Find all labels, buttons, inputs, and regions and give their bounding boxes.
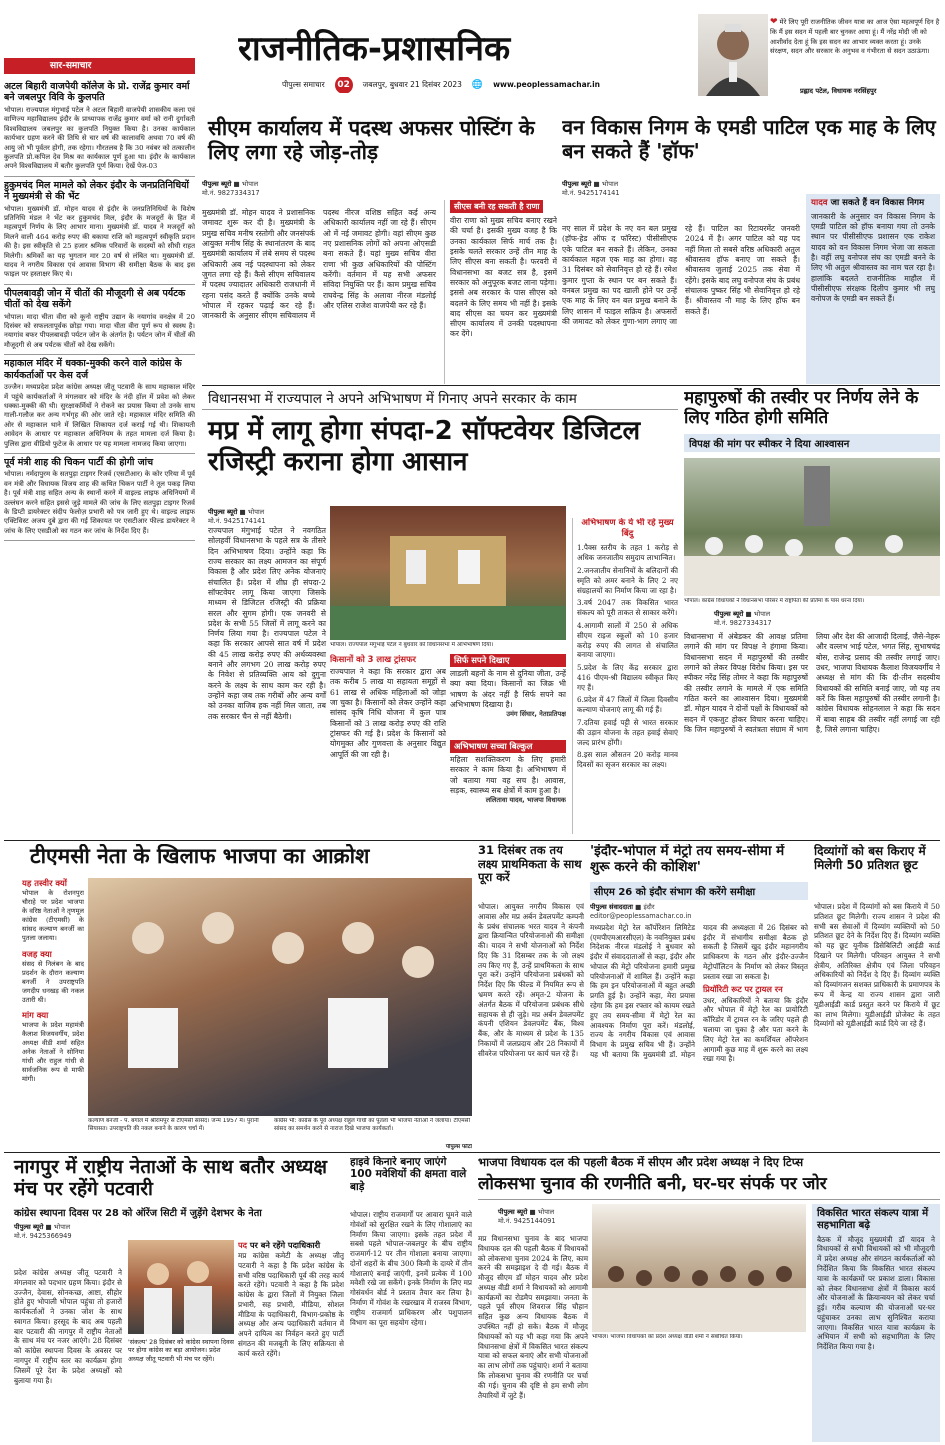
- byline-org: पीपुल्स संवाददाता: [590, 903, 634, 911]
- sidebar-item: [4, 285, 195, 356]
- byline: पीपुल्स ब्यूरो ■ भोपाल मो.नं. 9425174141: [562, 180, 620, 197]
- sidebar-item: [4, 355, 195, 454]
- headline: महापुरुषों की तस्वीर पर निर्णय लेने के लिए गठित होगी समिति: [684, 388, 919, 429]
- point-item: 1.पैक्स स्तरीय के तहत 1 करोड़ से अधिक जनजातीय समुदाय लाभान्वित।: [577, 543, 678, 563]
- deck: कांग्रेस स्थापना दिवस पर 28 को ऑरेंज सिटी में जुड़ेंगे देशभर के नेता: [14, 1208, 262, 1219]
- story-forest: [562, 116, 940, 384]
- why-body: भोपाल के रोशनपुरा चौराहे पर प्रदेश भाजपा के वरिष्ठ नेताओं ने तृणमूल कांग्रेस (टीएमसी) के सांसद कल्याण बनर्जी का पुतला जलाया।: [22, 889, 84, 942]
- sidebar-item: [4, 454, 195, 541]
- sidebar-news-brief: [4, 58, 195, 838]
- assembly-photo: [330, 506, 566, 640]
- points-head: अभिभाषण के ये भी रहे मुख्य बिंदु: [581, 518, 674, 539]
- byline: पीपुल्स ब्यूरो ■ भोपाल मो.नं. 9425366949: [14, 1223, 72, 1240]
- divider: [202, 385, 940, 386]
- byline-city: भोपाल: [601, 180, 619, 188]
- sub-head: किसानों को 3 लाख ट्रांसफर: [330, 654, 416, 664]
- headline: वन विकास निगम के एमडी पाटिल एक माह के लिए बन सकते हैं 'हॉफ': [562, 116, 936, 163]
- points-box: [572, 518, 678, 834]
- byline: पीपुल्स ब्यूरो ■ भोपाल मो.नं. 9827334317: [202, 180, 260, 197]
- assembly-icon: [330, 506, 566, 640]
- story-metro-target: [478, 844, 584, 1152]
- story-body: मध्यप्रदेश मेट्रो रेल कॉर्पोरेशन लिमिटेड (एमपीएमआरसीएल) के नवनियुक्त प्रबंध निदेशक नीरज मंडलोई ने बुधवार को इंदौर में संवाददाताओं से कहा, इंदौर और भोपाल की मेट्रो परियोजना हमारी प्रमुख परियोजनाओं में शामिल हैं। उन्होंने कहा कि हम इन परियोजनाओं में बहुत अच्छी प्रगति हुई है। उन्होंने कहा, मेरा प्रयास रहेगा कि हम इस रफ्तार को कायम रखते हुए तय समय-सीमा में मेट्रो रेल का आवश्यक निर्माण पूरा करें। मंडलोई, राज्य के नगरीय विकास एवं आवास विभाग के प्रमुख सचिव भी हैं। उन्होंने यह भी बताया कि मुख्यमंत्री डॉ. मोहन यादव की अध्यक्षता में 26 दिसंबर को इंदौर में संभागीय समीक्षा बैठक हो सकती है जिसमें खुद इंदौर महानगरीय प्राधिकरण के गठन और इंदौर-उज्जैन मेट्रोपॉलिटन के निर्माण को लेकर विस्तृत प्रस्ताव रखा जा सकता है। प्रियॉरिटी रूट पर ट्रायल रन उधर, अधिकारियों ने बताया कि इंदौर और भोपाल में मेट्रो रेल का प्रायोरिटी कॉरिडोर में ट्रायल रन के जरिए पहले ही चलाया जा चुका है और पता करने के लिए मेट्रो रेल का कमर्शियल ऑपरेशन आगामी कुछ माह में शुरू करने का लक्ष्य रखा गया है।: [590, 922, 808, 1064]
- story-body: विधानसभा में अंबेडकर की आवक्ष प्रतिमा लगाने की मांग पर विपक्ष ने हंगामा किया। विधानसभा सदन में महापुरुषों की तस्वीर लगाने को लेकर विपक्ष विरोध किया। इस पर स्पीकर नरेंद्र सिंह तोमर ने कहा कि महापुरुषों की तस्वीर लगाने के मामले में एक समिति गठित करने का आश्वासन दिया। मुख्यमंत्री डॉ. मोहन यादव ने दोनों पक्षों के विधायकों को सदन में एकजुट होकर विचार करना चाहिए। कि जिन महापुरुषों ने स्वतंत्रता संग्राम में भाग लिया और देश की आजादी दिलाई, जैसे-नेहरू और वल्लभ भाई पटेल, भगत सिंह, सुभाषचंद्र बोस, राजेन्द्र प्रसाद की तस्वीर लगाई जाए। उधर, भाजपा विधायक कैलाश विजयवर्गीय ने अध्यक्ष से मांग की कि दी-तीन सदस्यीय विधायकों की समिति बनाई जाए, जो यह तय करें कि किस महापुरुषों की तस्वीर लगानी है। कांग्रेस विधायक सोहनलाल ने कहा कि सदन में बाबा साहब की तस्वीर नहीं लगाई जा रही है, जिसे लगाना चाहिए।: [684, 632, 940, 734]
- kicker: भाजपा विधायक दल की पहली बैठक में सीएम और प्रदेश अध्यक्ष ने दिए टिप्स: [478, 1156, 804, 1169]
- page-number: 02: [335, 77, 353, 93]
- sidebar-item-head: महाकाल मंदिर में धक्का-मुक्की करने वाले कांग्रेस के कार्यकर्ताओं पर केस दर्ज: [4, 358, 182, 381]
- sub-story-dreams: [450, 654, 566, 738]
- photo-caption: भोपाल। कांग्रेस विधायकों ने विधानसभा परिसर में राष्ट्रपिता की प्रतिमा के पास धरना दिया।: [684, 598, 865, 604]
- quote-text: मेरे लिए पूरी राजनीतिक जीवन यात्रा का आज ऐसा महत्वपूर्ण दिन है कि मैं इस सदन में पहली बार चुनकर आया हूं। मैं नरेंद्र मोदी जी को आशीर्वाद देता हूं कि इस सदन का आभार व्यक्त करता हूं। उनके संरक्षण, सदन और सरकार के अनुभव व गंभीरता से सदन उठाऊंगा।: [770, 18, 940, 55]
- sidebar-item-body: भोपाल। मुख्यमंत्री डॉ. मोहन यादव से इंदौर के जनप्रतिनिधियों के विशेष प्रतिनिधि मंडल ने भेंट कर हुकुमचंद मिल, इंदौर के मजदूरों के हित में महत्वपूर्ण निर्णय के लिए आभार माना। मुख्यमंत्री डॉ. यादव ने मजदूरों को मिलने वाली 464 करोड़ रुपए की बकाया राशि को महत्वपूर्ण स्वीकृति प्रदान की है। इस स्वीकृति से 25 हजार श्रमिक परिवारों के सदस्यों को सीधी राहत मिलेगी। श्रमिकों का यह भुगतान मार 20 वर्ष से लंबित था। मुख्यमंत्री डॉ. यादव ने नगरीय विकास एवं आवास विभाग की समीक्षा बैठक के बाद इस फाइल पर हस्ताक्षर किए थे।: [4, 204, 195, 279]
- sidebar-item-body: भोपाल। मादा चीता वीरा को कूनो राष्ट्रीय उद्यान के नयागांव वनक्षेत्र में 20 दिसंबर को सफलतापूर्वक छोड़ा गया। मादा चीता वीरा पूर्ण रूप से स्वस्थ है। नयागांव बफर पीपलबावड़ी पर्यटन जोन के अंतर्गत है। पर्यटन जोन में चीतों की मौजूदगी से अब पर्यटक चीतों को देख सकेंगे।: [4, 312, 195, 349]
- divider: [4, 1152, 940, 1153]
- sidebar-item: [4, 78, 195, 177]
- deck: विपक्ष की मांग पर स्पीकर ने दिया आश्वासन: [684, 434, 940, 452]
- dateline-bar: [282, 77, 702, 93]
- dateline: जबलपुर, बुधवार 21 दिसंबर 2023: [362, 80, 462, 89]
- story-mahapurush: [684, 388, 940, 836]
- point-item: 4.आगामी सालों में 250 से अधिक सीएम राइज स्कूलों को 10 हजार करोड़ रुपए की लागत से संचालित बनाया जाएगा।: [577, 620, 678, 660]
- headline: टीएमसी नेता के खिलाफ भाजपा का आक्रोश: [30, 844, 370, 868]
- point-item: 7.दतिया हवाई पट्टी से भारत सरकार की उड़ान योजना के तहत हवाई सेवाएं जल्द प्रारंभ होंगी।: [577, 717, 678, 747]
- demand-head: मांग क्या: [22, 1010, 49, 1021]
- story-bjp: [478, 1156, 940, 1442]
- sub-attribution: ललितावा यादव, भाजपा विधायक: [485, 796, 566, 805]
- point-item: 3.वर्ष 2047 तक विकसित भारत संकल्प को पूरी ताकत से साकार करेंगे।: [577, 598, 678, 618]
- byline-org: पीपुल्स ब्यूरो: [562, 180, 592, 188]
- story-body: मुख्यमंत्री डॉ. मोहन यादव ने प्रशासनिक जमावट शुरू कर दी है। मुख्यमंत्री के प्रमुख सचिव मनीष रस्तोगी और जनसंपर्क आयुक्त मनीष सिंह के स्थानांतरण के बाद मुख्यमंत्री कार्यालय में लंबे समय से पदस्थ अधिकारी अब नई पदस्थापना को लेकर जुगत लगा रहे हैं। कैसे सीएम सचिवालय में पदस्थ ज्यादातर अधिकारी राजधानी में रहना पसंद करते हैं क्योंकि उनके बच्चे भोपाल में रहकर पढ़ाई कर रहे हैं। जानकारी के अनुसार सीएम सचिवालय में पदस्थ नीरज वशिष्ठ सहित कई अन्य अधिकारी कार्यालय नहीं जा रहे हैं। सीएम ओ में नई जमावट होगी। वहां सीएम कुछ नए प्रशासनिक लोगों को अपना ओएसडी बना सकते हैं। यहां मुख्य सचिव वीरा राणा भी कुछ अधिकारियों की पोस्टिंग करेंगी। वर्तमान में यह सभी अफसर संविदा नियुक्ति पर हैं। काम प्रमुख सचिव राघवेन्द्र सिंह के अलावा नीरज मंडलोई और एलिस राजेश वाजपेयी कर रहे हैं।: [202, 208, 436, 321]
- section-title: राजनीतिक-प्रशासनिक: [238, 29, 511, 69]
- byline-org: पीपुल्स ब्यूरो: [208, 508, 238, 516]
- sub-head: प्रियॉरिटी रूट पर ट्रायल रन: [703, 984, 783, 995]
- divider: [4, 840, 940, 841]
- sidebar-item-head: अटल बिहारी वाजपेयी कॉलेज के प्रो. राजेंद्र कुमार वर्मा बने जबलपुर विवि के कुलपति: [4, 81, 190, 104]
- point-item: 2.जनजातीय सेनानियों के बलिदानों की स्मृति को अमर बनाने के लिए 2 नए संग्रहालयों का निर्माण किया जा रहा है।: [577, 566, 678, 595]
- story-body: नए साल में प्रदेश के नए वन बल प्रमुख (हॉफ-हेड ऑफ द फॉरेस्ट) पीसीसीएफ एके पाटिल बन सकते हैं। लेकिन, उनका कार्यकाल महज एक माह का होगा। वह 31 दिसंबर को सेवानिवृत्त हो रहे हैं। रमेश कुमार गुप्ता के स्थान पर बन सकते हैं। वनबल प्रमुख का पद खाली होने पर उन्हें एक माह के लिए वन बल प्रमुख बनाने के लिए शासन में फाइल सक्रिय है। अफसरों की जमावट को लेकर गुणा-भाग लगाए जा रहे हैं। पाटिल का रिटायरमेंट जनवरी 2024 में है। अगर पाटिल को यह पद नहीं मिला तो सबसे वरिष्ठ अधिकारी अतुल श्रीवास्तव हॉफ बनाए जा सकते हैं। श्रीवास्तव जुलाई 2025 तक सेवा में रहेंगे। इसके बाद लघु वनोपज संघ के प्रबंध संचालक पुष्कर सिंह भी सेवानिवृत्त हो रहे हैं। श्रीवास्तव नौ माह के लिए हॉफ बन सकते हैं।: [562, 224, 800, 326]
- headline: सीएम कार्यालय में पदस्थ अफसर पोस्टिंग के लिए लगा रहे जोड़-तोड़: [208, 116, 535, 165]
- sub-head: विकसित भारत संकल्प यात्रा में सहभागिता बढ़े: [817, 1208, 929, 1231]
- sub-head: सिर्फ सपने दिखाए: [450, 654, 566, 667]
- side-box-head: सीएस बनी रह सकती है राणा: [450, 200, 557, 213]
- sub-body: मप्र कांग्रेस कमेटी के अध्यक्ष जीतू पटवारी ने कहा है कि प्रदेश कांग्रेस के सभी वरिष्ठ पदाधिकारी पूर्व की तरह कार्य करते रहेंगे। पटवारी ने कहा है कि प्रदेश कांग्रेस के द्वारा जिलों में नियुक्त जिला प्रभारी, सह प्रभारी, मीडिया, सोशल मीडिया के पदाधिकारी, विभाग-प्रकोष्ठ के अध्यक्ष और अन्य पदाधिकारी वर्तमान में अपने दायित्व का निर्वहन करते हुए पार्टी संगठन की मजबूती के लिए सक्रियता से कार्य करते रहेंगे।: [238, 1251, 344, 1358]
- sidebar-list: [4, 74, 195, 541]
- headline: नागपुर में राष्ट्रीय नेताओं के साथ बतौर अध्यक्ष मंच पर रहेंगे पटवारी: [14, 1156, 328, 1201]
- story-sampada: [202, 388, 678, 836]
- sub-body: लाडली बहनों के नाम से दुनिया जीता, उन्हें क्या क्या दिया। किसानों का जिक्र भी भाषण के अंदर नहीं है सिर्फ सपने का अभिभाषण दिखाया है।: [450, 669, 566, 709]
- globe-icon: 🌐: [471, 80, 484, 90]
- sidebar-item-head: पीपलबावड़ी जोन में चीतों की मौजूदगी से अब पर्यटक चीतों को देख सकेंगे: [4, 287, 186, 311]
- story-cmo: [202, 116, 557, 384]
- why-head: यह तस्वीर क्यों: [22, 878, 67, 888]
- byline-city: भोपाल: [537, 1208, 555, 1216]
- story-divyang: [814, 844, 940, 1152]
- caption-left: कल्याण बनर्जी - प. बंगाल में श्रीरामपुर से टीएमसी सांसद। जन्म 1957 में। पुरानी सियासत। उपराष्ट्रपति की नकल बनाने के कारण चर्चा में।: [88, 1118, 259, 1132]
- byline-city: भोपाल: [753, 610, 771, 618]
- reason-head: वजह क्या: [22, 948, 52, 959]
- protest-photo: [684, 458, 940, 596]
- photo-caption: भोपाल। राज्यपाल मंगुभाई पटेल ने बुधवार को विधानसभा में अभिभाषण दिया।: [330, 642, 494, 648]
- crowd-icon: [88, 878, 472, 1116]
- story-body: भोपाल। राष्ट्रीय राजमार्गों पर आवारा घूमने वाले गोवंशों को सुरक्षित रखने के लिए गोशालाएं का निर्माण किया जाएगा। इसके तहत प्रदेश में सबसे पहले भोपाल-जबलपुर के बीच राष्ट्रीय राजमार्ग-12 पर तीन गोशाला बनाया जाएगा। दोनों शहरों के बीच 300 किमी के दायरे में तीन गोशालाएं बनाई जाएंगी, इनमें प्रत्येक में 100 मवेशी रखे जा सकेंगे। इनके निर्माण के लिए मप्र गोसंवर्धन बोर्ड ने प्रस्ताव तैयार कर लिया है। निर्माण में गोवंश के रखरखाव में राजस्व विभाग, राष्ट्रीय राजमार्ग प्राधिकरण और पशुपालन विभाग का पूरा सहयोग रहेगा।: [350, 1210, 472, 1327]
- story-body: भोपाल। प्रदेश में दिव्यांगों को बस किराये में 50 प्रतिशत छूट मिलेगी। राज्य शासन ने प्रदेश की सभी बस सेवाओं में दिव्यांग व्यक्तियों को 50 प्रतिशत छूट देने के निर्देश दिए हैं। दिव्यांग व्यक्ति को यह छूट यूनीक डिसेबिलिटी आईडी कार्ड दिखाने पर मिलेगी। परिवहन आयुक्त ने सभी क्षेत्रीय, अतिरिक्त क्षेत्रीय एवं जिला परिवहन अधिकारियों को निर्देश दे दिए हैं। दिव्यांग व्यक्ति को दिव्यांगजन सशक्त प्राधिकारी के प्रमाणपत्र के रूप में केन्द्र या राज्य शासन द्वारा जारी यूडीआईडी कार्ड प्रस्तुत करने पर किराये में छूट का लाभ मिलेगा। यूडीआईडी प्रोजेक्ट के तहत दिव्यांगों को यूडीआईडी कार्ड दिये जा रहे हैं।: [814, 902, 940, 1029]
- byline-phone: मो.नं. 9425144091: [498, 1216, 556, 1225]
- explainer: [22, 878, 84, 1152]
- person-icon: [128, 1240, 234, 1334]
- byline-org: पीपुल्स ब्यूरो: [714, 610, 744, 618]
- byline-phone: मो.नं. 9425174141: [208, 516, 266, 525]
- byline: पीपुल्स संवाददाता ■ इंदौर editor@peoplessamachar.co.in: [590, 903, 692, 920]
- story-body-continued: [592, 1346, 806, 1442]
- sub-body: महिला सशक्तिकरण के लिए हमारी सरकार ने काम किया है। अभिभाषण में जो बताया गया वह सच है। आवास, सड़क, स्वास्थ्य सब क्षेत्रों में काम हुआ है।: [450, 755, 566, 795]
- photo-caption: 'संकल्प' 28 दिसंबर को कांग्रेस स्थापना दिवस पर होगा कांग्रेस का बड़ा आयोजन। प्रदेश अध्यक्ष जीतू पटवारी भी मंच पर रहेंगे।: [128, 1338, 234, 1363]
- kicker: विधानसभा में राज्यपाल ने अपने अभिभाषण में गिनाए अपने सरकार के काम: [202, 388, 678, 410]
- point-item: 5.प्रदेश के लिए केंद्र सरकार द्वारा 416 पीएम-श्री विद्यालय स्वीकृत किए गए हैं।: [577, 663, 678, 692]
- quote-mark-icon: ❤: [770, 17, 778, 27]
- story-body: प्रदेश कांग्रेस अध्यक्ष जीतू पटवारी ने मंगलवार को पदभार ग्रहण किया। इंदौर से उज्जैन, देवास, सोनकच्छ, आष्टा, सीहोर होते हुए भोपाली भोपाल पहुंचा तो हजारों कार्यकर्ताओं ने उनका जोश के साथ स्वागत किया। हरसूद के बाद अब पहली बार पटवारी की नागपुर में राष्ट्रीय नेताओं के साथ मंच पर नजर आएंगे। 28 दिसंबर को कांग्रेस स्थापना दिवस के अवसर पर नागपुर में राष्ट्रीय स्तर का कार्यक्रम होगा जिसमें पूरे देश के प्रदेश अध्यक्षों को बुलाया गया है।: [14, 1268, 122, 1385]
- sub-attribution: उमंग सिंघार, नेताप्रतिपक्ष: [506, 710, 566, 719]
- side-box-body: वीरा राणा को मुख्य सचिव बनाए रखने की चर्चा है। इसकी मुख्य वजह है कि उनका कार्यकाल सिर्फ मार्च तक है। इसके चलते सरकार उन्हें तीन माह के लिए सीएस बना सकती है। फरवरी में विधानसभा का बजट सत्र है, इसमें सरकार को अनुपूरक बजट लाना पड़ेगा। इससे अब सरकार के पास सीएस को बदलने के लिए समय भी नहीं है। इसके बाद सीएस का चयन कर मुख्यमंत्री सीएम कार्यालय में उनकी पदस्थापना कर देंगे।: [450, 216, 557, 339]
- byline: पीपुल्स ब्यूरो ■ भोपाल मो.नं. 9425174141: [208, 508, 266, 525]
- sidebar-item-body: भोपाल। राज्यपाल मंगुभाई पटेल ने अटल बिहारी वाजपेयी शासकीय कला एवं वाणिज्य महाविद्यालय इंदौर के प्राध्यापक राजेंद्र कुमार वर्मा को रानी दुर्गावती विश्वविद्यालय जबलपुर का कुलपति नियुक्त किया है। उनका कार्यकाल कार्यभार ग्रहण करने की तिथि से चार वर्ष की कालावधि अथवा 70 वर्ष की आयु जो भी पूर्वतर होगी, तक रहेगा। गौरतलब है कि 30 नवंबर को तत्कालीन कुलपति प्रो.कपिल देव मिश्र का कार्यकाल पूर्ण हुआ था। इंदौर के कार्यकाल अपने विश्वविद्यालय में बतौर कुलपति पूर्ण किया। देखें पेज-03: [4, 105, 195, 171]
- deck: सीएम 26 को इंदौर संभाग की करेंगे समीक्षा: [590, 882, 808, 900]
- protest-effigy-photo: [88, 878, 472, 1116]
- byline-phone: मो.नं. 9827334317: [202, 188, 260, 197]
- sub-body: राज्यपाल ने कहा कि सरकार द्वारा अब तक करीब 5 लाख या सहायता समूहों से 61 लाख से अधिक महिलाओं को जोड़ा जा चुका है। किसानों को लेकर उन्होंने कहा सांसद कृषि निधि योजना में कुल पात्र किसानों को 3 लाख करोड़ रुपए की राशि ट्रांसफर की गई है। प्रदेश के किसानों को योगमुक्त और गुणवत्ता के अनुसार विद्युत आपूर्ति की जा रही है।: [330, 667, 446, 759]
- story-body: राज्यपाल मंगुभाई पटेल ने नवगठित सोलहवीं विधानसभा के पहले सत्र के तीसरे दिन अभिभाषण दिया। उन्होंने कहा कि राज्य सरकार का लक्ष्य आमजन का संपूर्ण विकास है और प्रदेश लिए अनेक योजनाएं संचालित हैं। प्रदेश में शीघ्र ही संपदा-2 सॉफ्टवेयर लागू किया जाएगा जिसके माध्यम से डिजिटल रजिस्ट्री की प्रक्रिया सरल और सुगम होगी। एक जनवरी से प्रदेश के सभी 55 जिलों में लागू करने का निर्णय लिया गया है। राज्यपाल पटेल ने कहा कि सरकार आपसे सात वर्ष में प्रदेश की 45 लाख करोड़ रुपए की अर्थव्यवस्था बनाने और लगभग 20 लाख करोड़ रुपए के निवेश से प्रतिव्यक्ति आय को दुगुना करने के लक्ष्य के साथ काम कर रही है। उन्होंने कहा जब तक गरीबों और अन्य वर्गों को उनका वाजिब हक नहीं मिल जाता, तब तक सरकार चैन से नहीं बैठेगी।: [208, 526, 326, 721]
- sub-story-sankalp: [812, 1204, 940, 1442]
- reason-body: संसद से निलंबन के बाद प्रदर्शन के दौरान कल्याण बनर्जी ने उपराष्ट्रपति जगदीप धनखड़ की नकल उतारी थी।: [22, 959, 84, 1004]
- headline: लोकसभा चुनाव की रणनीति बनी, घर-घर संपर्क पर जोर: [478, 1174, 940, 1200]
- demand-body: भाजपा के प्रदेश महामंत्री कैलाश विजयवर्गीय, प्रदेश अध्यक्ष वीडी शर्मा सहित अनेक नेताओं ने सोनिया गांधी और राहुल गांधी से सार्वजनिक रूप से माफी मांगी।: [22, 1021, 84, 1084]
- byline-city: भोपाल: [247, 508, 265, 516]
- side-box: [806, 194, 940, 384]
- sidebar-item-body: उज्जैन। मध्यप्रदेश प्रदेश कांग्रेस अध्यक्ष जीतू पटवारी के साथ महाकाल मंदिर में पहुंचे कार्यकर्ताओं ने मंगलवार को मंदिर के नंदी हॉल में प्रवेश को लेकर धक्का-मुक्की की थी। सुरक्षाकर्मियों ने रोकने का प्रयास किया तो उनके साथ गाली-गलौज कर अन्य गर्भगृह की ओर जाते रहे। महाकाल मंदिर समिति की ओर से महाकाल थाने में लिखित शिकायत दर्ज कराई गई थी। शिकायती आवेदन के आधार पर महाकाल अधिनियम के तहत मामला दर्ज किया है। पुलिस द्वारा वीडियो फुटेज के आधार पर यह मामला नामजद किया जाएगा।: [4, 383, 195, 448]
- sidebar-item-body: भोपाल। नर्मदापुरम के सतपुड़ा टाइगर रिजर्व (एसटीआर) के कोर एरिया में पूर्व वन मंत्री और विधायक विजय शाह की कथित चिकन पार्टी ने तूल पकड़ लिया है। पूर्व मंत्री शाह सहित अन्य के स्थानों करने में वाइल्ड लाइफ अधिनियमों में उल्लंघन करने सहित इससे जुड़े मामले की जांच के लिए सतपुड़ा टाइगर रिजर्व के डिप्टी डायरेक्टर संदीप फेलोज़ प्रभारी को पत्र जारी हुए थे। वाइल्ड लाइफ एक्टिविस्ट अजय दुबे द्वारा की गई शिकायत पर एसटीआर फील्ड डायरेक्टर ने जांच के लिए एसडीओ का गठन कर जांच के निर्देश दिए हैं।: [4, 470, 195, 535]
- byline-city: भोपाल: [53, 1223, 71, 1231]
- headline: 'इंदौर-भोपाल में मेट्रो तय समय-सीमा में शुरू करने की कोशिश': [590, 844, 785, 875]
- meeting-icon: [592, 1204, 806, 1332]
- headline: हाइवे किनारे बनाए जाएंगे 100 मवेशियों की क्षमता वाले बाड़े: [350, 1156, 467, 1193]
- byline: पीपुल्स ब्यूरो ■ भोपाल मो.नं. 9827334317: [714, 610, 772, 627]
- website-link[interactable]: www.peoplessamachar.in: [493, 80, 601, 89]
- byline-city: इंदौर: [643, 903, 655, 911]
- leader-photo: [128, 1240, 234, 1334]
- person-icon: [698, 14, 768, 96]
- byline-org: पीपुल्स ब्यूरो: [498, 1208, 528, 1216]
- meeting-photo: [592, 1204, 806, 1332]
- byline-email[interactable]: editor@peoplessamachar.co.in: [590, 911, 692, 920]
- crowd-icon: [684, 458, 940, 596]
- sub-body: उधर, अधिकारियों ने बताया कि इंदौर और भोपाल में मेट्रो रेल का प्रायोरिटी कॉरिडोर में ट्रायल रन के जरिए पहले ही चलाया जा चुका है और पता करने के लिए मेट्रो रेल का कमर्शियल ऑपरेशन आगामी कुछ माह में शुरू करने का लक्ष्य रखा गया है।: [703, 995, 808, 1064]
- sidebar-item-head: पूर्व मंत्री शाह की चिकन पार्टी की होगी जांच: [4, 456, 154, 468]
- headline: दिव्यांगों को बस किराए में मिलेगी 50 प्रतिशत छूट: [814, 844, 926, 873]
- byline-org: पीपुल्स ब्यूरो: [14, 1223, 44, 1231]
- point-item: 8.इस साल औसतन 20 करोड़ मानव दिवसों का सृजन सरकार का लक्ष्य।: [577, 750, 678, 770]
- byline-city: भोपाल: [241, 180, 259, 188]
- side-box-head: यादव जा सकते हैं वन विकास निगम: [811, 198, 925, 208]
- point-item: 6.प्रदेश में 47 जिलों में जिला दिवसीय कल्याण योजनाएं लागू की गई हैं।: [577, 695, 678, 715]
- quote-box: [770, 16, 940, 96]
- paper-name: पीपुल्स समाचार: [282, 80, 325, 89]
- side-box: [444, 200, 557, 384]
- sub-story: [238, 1240, 344, 1442]
- byline-org: पीपुल्स ब्यूरो: [202, 180, 232, 188]
- byline-phone: मो.नं. 9827334317: [714, 618, 772, 627]
- sub-story-true: [450, 740, 566, 834]
- sub-story-farmers: [330, 654, 446, 834]
- byline: पीपुल्स ब्यूरो ■ भोपाल मो.नं. 9425144091: [498, 1208, 556, 1225]
- sidebar-label: सार-समाचार: [4, 58, 195, 74]
- story-highway: [350, 1156, 472, 1442]
- photo-caption: भोपाल। भाजपा विधायकों को प्रदेश अध्यक्ष वीडी शर्मा ने संबोधित किया।: [592, 1334, 743, 1340]
- points-list: [577, 543, 678, 769]
- sub-head: पद पर बने रहेंगे पदाधिकारी: [238, 1240, 321, 1250]
- story-body: मप्र विधानसभा चुनाव के बाद भाजपा विधायक दल की पहली बैठक में विधायकों को लोकसभा चुनाव 2024 के लिए, काम करने की समझाइश दे दी गई। बैठक में मौजूद सीएम डॉ मोहन यादव और प्रदेश अध्यक्ष वीडी शर्मा ने विधायकों को आगामी कार्यक्रमों का रोडमैप समझाया। जनता के पहले पूर्व सीएम शिवराज सिंह चौहान सहित कुछ अन्य विधायक बैठक में उपस्थित नहीं हो सके। बैठक में मौजूद विधायकों को यह भी कहा गया कि अपने विधानसभा क्षेत्रों में विकसित भारत संकल्प यात्रा को सफल बनाएं और सभी योजनाओं का लाभ लोगों तक पहुंचाएं। शर्मा ने बताया कि लोकसभा चुनाव की रणनीति पर चर्चा की गई। चुनाव की दृष्टि से हम सभी लोग तैयारियों में जुटे हैं।: [478, 1234, 588, 1400]
- story-metro-indore: [590, 844, 808, 1152]
- sidebar-item-head: हुकुमचंद मिल मामले को लेकर इंदौर के जनप्रतिनिधियों ने मुख्यमंत्री से की भेंट: [4, 179, 189, 203]
- photo-credit: पीपुल्स फोटो: [445, 1144, 472, 1150]
- sub-body: बैठक में मौजूद मुख्यमंत्री डॉ यादव ने विधायकों से सभी विधायकों को भी मौजूदगी में प्रदेश अध्यक्ष और संगठन कार्यकर्ताओं को निर्देशित किया कि विकसित भारत संकल्प यात्रा के कार्यक्रमों पर प्रकाश डाला। विकास को लेकर विधानसभा क्षेत्रों में विकास कार्य और योजनाओं के क्रियान्वयन को लेकर चर्चा हुई। गरीब कल्याण की योजनाओं घर-घर पहुंचाकर उनका लाभ सुनिश्चित कराया जाएगा। विकसित भारत यात्रा कार्यक्रम के अभियान में सभी को सहभागिता के लिए निर्देशित किया गया है।: [817, 1234, 935, 1352]
- author-portrait: [698, 14, 768, 96]
- sub-head: अभिभाषण सच्चा बिल्कुल: [450, 740, 566, 753]
- story-body: भोपाल। आयुक्त नगरीय विकास एवं आवास और मप्र अर्बन डेवलपमेंट कम्पनी के प्रबंध संचालक भरत यादव ने कंपनी द्वारा क्रियान्वित परियोजनाओं की समीक्षा की। यादव ने सभी योजनाओं को निर्देश दिए कि 31 दिसम्बर तक के जो लक्ष्य तय किए गए हैं, उन्हें प्राथमिकता के साथ पूरा करें। उन्होंने परियोजना प्रबंधकों को निर्देश दिए कि फील्ड में नियमित रूप से भ्रमण करते रहें। अमृत-2 योजना के अंतर्गत बैठक में परियोजना प्रबंधक सीधे सहायक से ही जुड़े। मप्र अर्बन डेवलपमेंट कंपनी एशियन डेवलपमेंट बैंक, विश्व बैंक, और के माध्यम से प्रदेश के 135 निकायों में जलप्रदाय और 28 निकायों में सीवरेज परियोजना पर कार्य चल रहे हैं।: [478, 902, 584, 1058]
- headline: 31 दिसंबर तक तय लक्ष्य प्राथमिकता के साथ पूरा करें: [478, 844, 582, 885]
- caption-right: कांग्रेस भी: कांग्रेस के पूर्व अध्यक्ष राहुल गांधी का पुतला भी भाजपा नेताओं ने जलाया। टीएमसी सांसद का समर्थन करने से नाराज दिखे भाजपा कार्यकर्ता।: [274, 1118, 470, 1132]
- sidebar-item: [4, 177, 195, 285]
- byline-phone: मो.नं. 9425366949: [14, 1231, 72, 1240]
- story-nagpur: [4, 1156, 344, 1442]
- quote-author: प्रह्लाद पटेल, विधायक नरसिंहपुर: [800, 87, 877, 95]
- story-tmc: [4, 844, 472, 1152]
- headline: मप्र में लागू होगा संपदा-2 सॉफ्टवेयर डिजिटल रजिस्ट्री कराना होगा आसान: [208, 416, 641, 477]
- byline-phone: मो.नं. 9425174141: [562, 188, 620, 197]
- side-box-body: जानकारी के अनुसार वन विकास निगम के एमडी पाटिल को हॉफ बनाया गया तो उनके स्थान पर पीसीसीएफ प्रशासन एक राकेश यादव को वन विकास निगम भेजा जा सकता है। वहीं लघु वनोपज संघ का एमडी बनने के लिए भी अतुल श्रीवास्तव का नाम चल रहा है। हालांकि बदलते राजनीतिक माहौल में पीसीसीएफ संरक्षक दिलीप कुमार भी लघु वनोपज के एमडी बन सकते हैं।: [811, 211, 935, 304]
